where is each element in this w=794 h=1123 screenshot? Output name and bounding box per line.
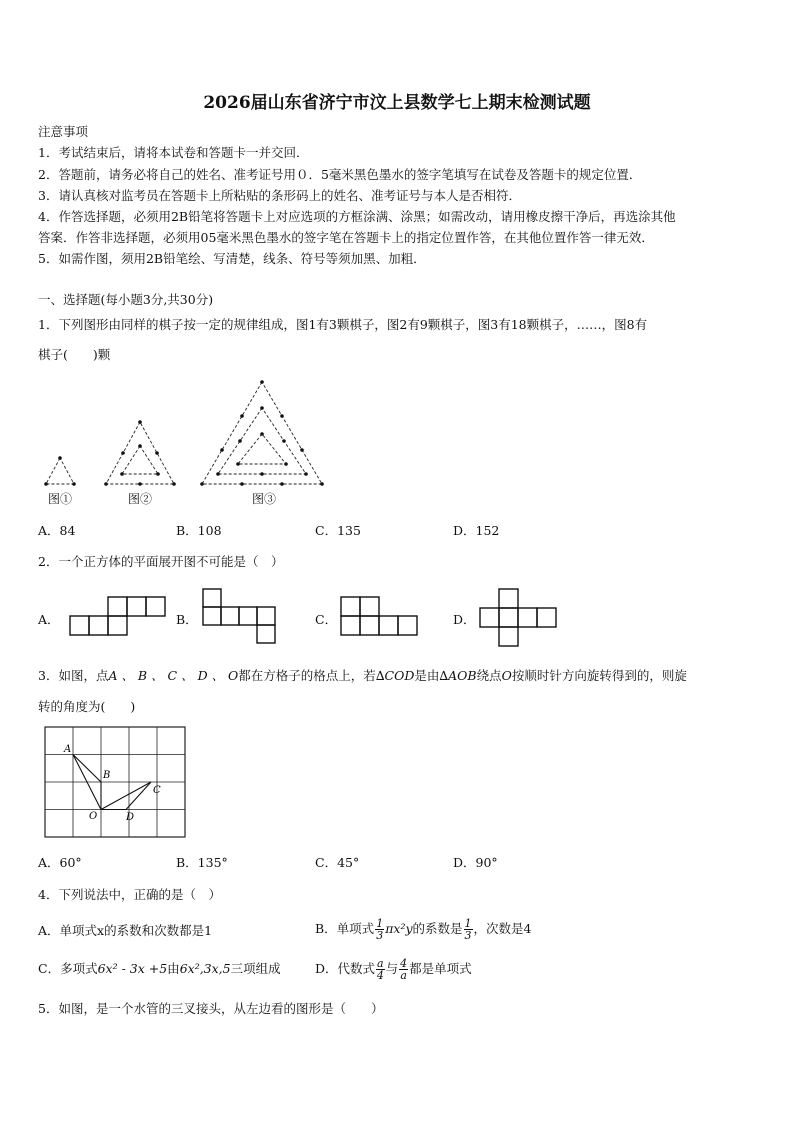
q4-c-text: C．多项式 — [38, 961, 98, 976]
fraction-numerator: 4 — [400, 957, 408, 970]
fraction-denominator: a — [400, 969, 407, 982]
page-title: 2026届山东省济宁市汶上县数学七上期末检测试题 — [203, 93, 591, 113]
q1-stem-line2: 棋子( )颗 — [38, 347, 111, 362]
q4-option-b[interactable] — [315, 911, 532, 947]
q3-grid-figure — [42, 724, 188, 840]
q2-net-c — [338, 594, 422, 638]
q4-c-text: 由 — [167, 961, 180, 976]
q2-label-c[interactable]: C． — [315, 612, 338, 627]
q2-net-a — [68, 594, 168, 638]
q4-d-fraction1 — [376, 958, 385, 981]
fig-label-1: 图① — [48, 492, 73, 506]
q1-option-a[interactable]: A．84 — [38, 523, 76, 538]
q3-option-a[interactable]: A．60° — [38, 855, 82, 870]
q3-option-d[interactable]: D．90° — [453, 855, 498, 870]
fig-label-2: 图② — [128, 492, 153, 506]
q5-stem: 5．如图，是一个水管的三叉接头，从左边看的图形是（ ） — [38, 1001, 384, 1016]
fraction-denominator: 3 — [376, 929, 384, 942]
q4-option-a[interactable]: A．单项式x的系数和次数都是1 — [38, 923, 213, 938]
grid-label-o: O — [89, 811, 98, 822]
section-heading: 一、选择题(每小题3分,共30分) — [38, 292, 214, 307]
grid-label-c: C — [153, 785, 161, 796]
q2-net-b — [200, 586, 280, 646]
q4-b-text: 的系数是 — [412, 921, 463, 936]
grid-label-d: D — [126, 812, 135, 823]
q4-d-text: 都是单项式 — [409, 961, 472, 976]
fraction-numerator: 1 — [464, 917, 472, 930]
q1-stem-line1: 1．下列图形由同样的棋子按一定的规律组成，图1有3颗棋子，图2有9颗棋子，图3有18颗棋子，……，图8有 — [38, 317, 648, 332]
q4-b-text: B．单项式 — [315, 921, 375, 936]
q4-b-coefficient — [464, 918, 473, 941]
q3-text: 都在方格子的格点上，若 — [238, 668, 376, 683]
q3-text: 是由 — [414, 668, 440, 683]
q2-net-d — [478, 586, 562, 648]
notice-item: 4．作答选择题，必须用2B铅笔将答题卡上对应选项的方框涂满、涂黑；如需改动，请用橡皮擦干净后，再选涂其他 — [38, 209, 676, 224]
notice-item: 答案．作答非选择题，必须用05毫米黑色墨水的签字笔在答题卡上的指定位置作答，在其他位置作答一律无效． — [38, 230, 654, 245]
q4-c-expr: 6x² - 3x +5 — [97, 961, 168, 976]
notice-heading: 注意事项 — [38, 124, 89, 139]
q3-stem-line1 — [38, 666, 687, 684]
fraction-denominator: 3 — [464, 929, 472, 942]
q2-stem: 2．一个正方体的平面展开图不可能是（ ） — [38, 554, 284, 569]
q3-point-o: O — [501, 668, 512, 683]
q2-label-b[interactable]: B． — [176, 612, 198, 627]
q1-option-d[interactable]: D．152 — [453, 523, 500, 538]
q3-text: 绕点 — [476, 668, 502, 683]
q4-b-expr: πx²y — [385, 921, 413, 936]
q3-stem-line2: 转的角度为( ) — [38, 699, 136, 714]
q3-option-c[interactable]: C．45° — [315, 855, 360, 870]
q2-label-d[interactable]: D． — [453, 612, 476, 627]
q2-label-a[interactable]: A． — [38, 612, 60, 627]
fig-label-3: 图③ — [252, 492, 277, 506]
q4-d-text: D．代数式 — [315, 961, 376, 976]
q4-d-text: 与 — [385, 961, 399, 976]
fraction-numerator: a — [377, 957, 384, 970]
q4-c-expr2: 6x²,3x,5 — [179, 961, 231, 976]
notice-item: 2．答题前，请务必将自己的姓名、准考证号用０．5毫米黑色墨水的签字笔填写在试卷及答题卡的规定位置． — [38, 167, 642, 182]
notice-item: 5．如需作图，须用2B铅笔绘、写清楚，线条、符号等须加黑、加粗． — [38, 251, 426, 266]
fraction-numerator: 1 — [376, 917, 384, 930]
q1-triangle-figures — [36, 370, 356, 510]
q3-text: 3．如图，点 — [38, 668, 109, 683]
q3-triangle-aob: ∆AOB — [439, 668, 477, 683]
notice-item: 1．考试结束后，请将本试卷和答题卡一并交回． — [38, 145, 309, 160]
q3-option-b[interactable]: B．135° — [176, 855, 228, 870]
q4-b-text: ，次数是4 — [473, 921, 532, 936]
q4-option-c[interactable] — [38, 954, 281, 984]
q3-triangle-cod: ∆COD — [375, 668, 415, 683]
grid-label-b: B — [103, 770, 111, 781]
q4-c-text: 三项组成 — [230, 961, 281, 976]
q4-d-fraction2 — [399, 958, 408, 981]
fraction-denominator: 4 — [376, 969, 384, 982]
q4-stem: 4．下列说法中，正确的是（ ） — [38, 887, 221, 902]
q3-points: A 、 B 、 C 、 D 、 O — [108, 668, 239, 683]
q4-b-fraction — [375, 918, 384, 941]
q1-option-b[interactable]: B．108 — [176, 523, 222, 538]
grid-label-a: A — [64, 744, 72, 755]
q3-text: 按顺时针方向旋转得到的，则旋 — [511, 668, 687, 683]
q4-option-d[interactable] — [315, 954, 472, 984]
q1-option-c[interactable]: C．135 — [315, 523, 361, 538]
notice-item: 3．请认真核对监考员在答题卡上所粘贴的条形码上的姓名、准考证号与本人是否相符． — [38, 188, 521, 203]
